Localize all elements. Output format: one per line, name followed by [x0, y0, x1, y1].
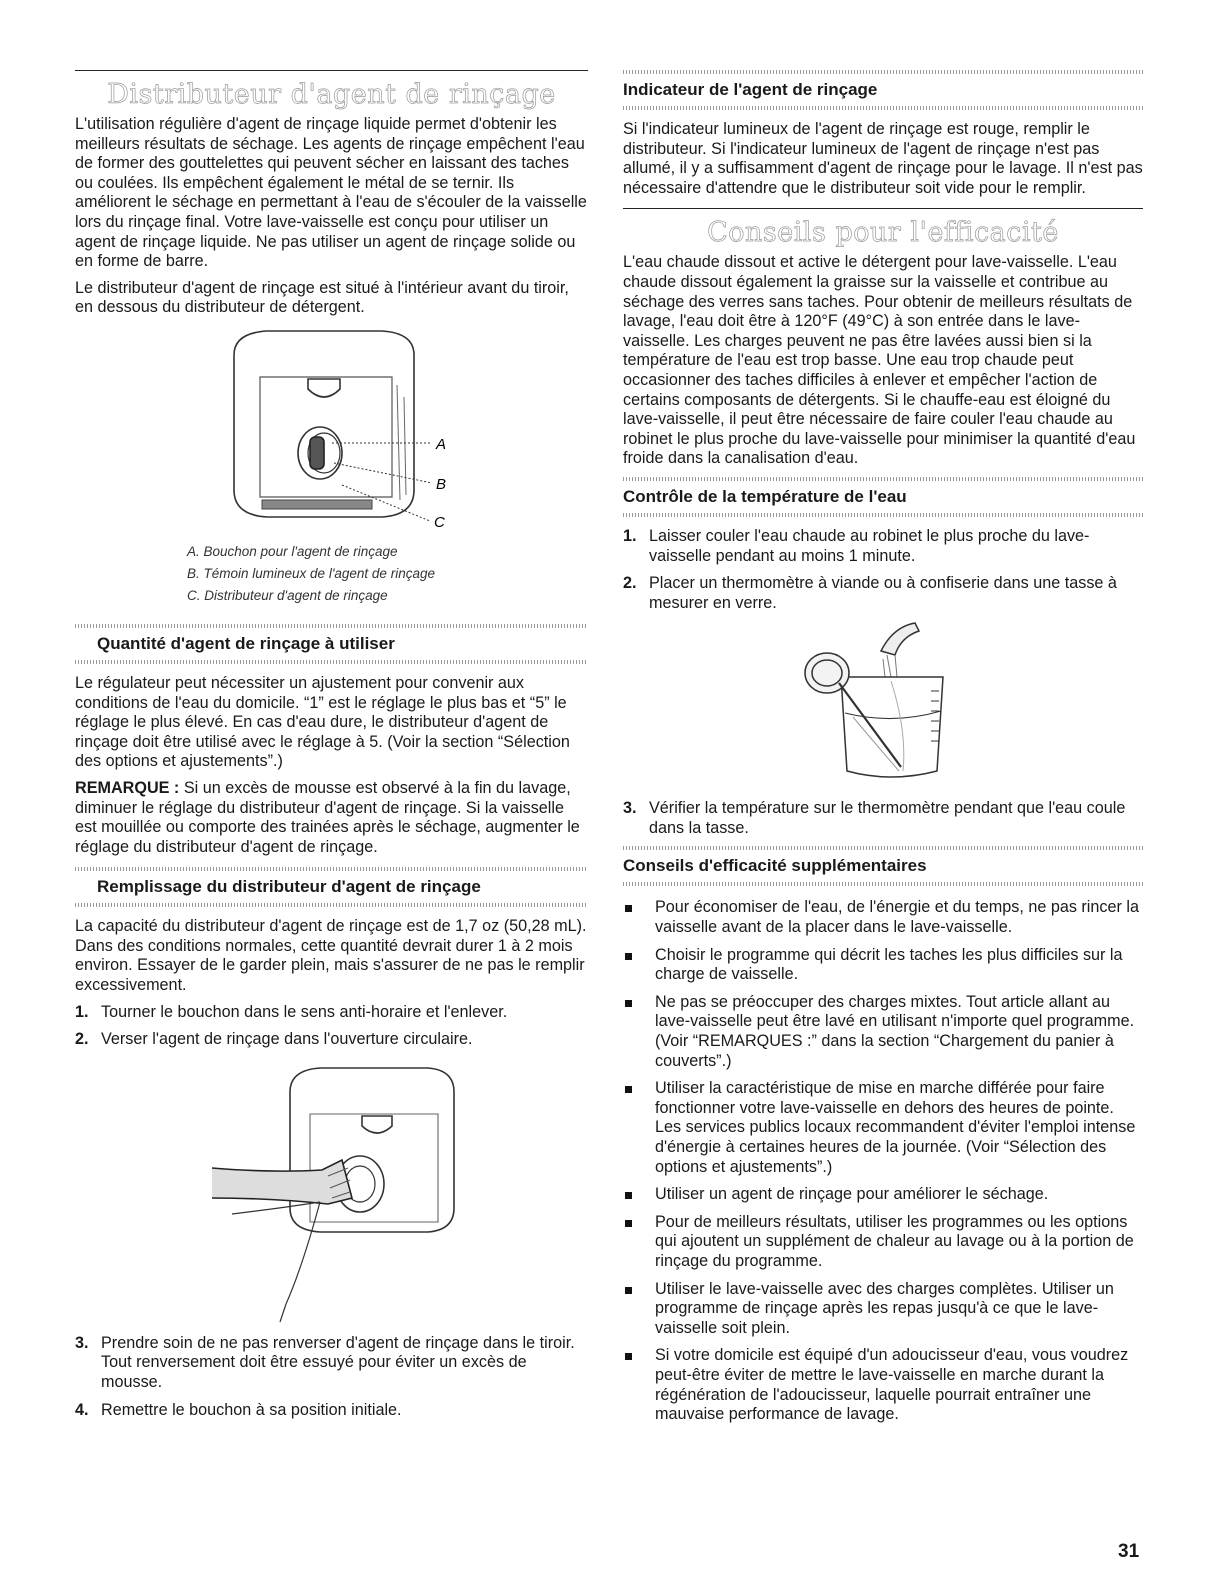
- list-item: [75, 1334, 588, 1393]
- tip-text: Utiliser un agent de rinçage pour améliorer le séchage.: [655, 1185, 1049, 1204]
- step-text: Prendre soin de ne pas renverser d'agent de rinçage dans le tiroir. Tout renversement doit être essuyé pour éviter un excès de mousse.: [101, 1333, 575, 1392]
- rinse-dispenser-diagram: [192, 325, 472, 540]
- step-number: 4.: [75, 1400, 89, 1419]
- step-text: Laisser couler l'eau chaude au robinet le plus proche du lave-vaisselle pendant au moins 1 minute.: [649, 526, 1090, 565]
- subsection-divider: [75, 624, 588, 628]
- subsection-divider: [623, 70, 1143, 74]
- filling-steps-continued: [75, 1334, 588, 1420]
- bullet-icon: [625, 1353, 632, 1360]
- list-item: [623, 898, 1143, 937]
- list-item: [623, 527, 1143, 566]
- step-text: Placer un thermomètre à viande ou à confiserie dans une tasse à mesurer en verre.: [649, 574, 1117, 612]
- step-number: 1.: [623, 526, 637, 545]
- subsection-divider: [75, 660, 588, 664]
- tip-text: Pour de meilleurs résultats, utiliser les programmes ou les options qui ajoutent un supplément de chaleur au lavage ou à la portion de rinçage du programme.: [655, 1212, 1134, 1270]
- callout-a-label: A: [435, 435, 446, 453]
- bullet-icon: [625, 953, 632, 960]
- subsection-divider: [75, 867, 588, 871]
- filling-paragraph: La capacité du distributeur d'agent de rinçage est de 1,7 oz (50,28 mL). Dans des conditions normales, cette quantité devrait durer 1 à 2 mois environ. Essayer de le garder plein, mais s'assurer de ne pas le remplir excessivement.: [75, 917, 587, 995]
- bullet-icon: [625, 905, 632, 912]
- bullet-icon: [625, 1000, 632, 1007]
- efficiency-paragraph: L'eau chaude dissout et active le détergent pour lave-vaisselle. L'eau chaude dissout également la graisse sur la vaisselle et contribue au séchage des verres sans taches. Pour obtenir de meilleurs résultats de lavage, l'eau doit être à 120°F (49°C) à son entrée dans le lave-vaisselle. Les charges peuvent ne pas être lavées aussi bien si la température de l'eau est trop basse. Une eau trop chaude peut occasionner des taches difficiles à enlever et empêcher l'action de certains composants de détergents. Si le chauffe-eau est éloigné du lave-vaisselle, il peut être nécessaire de faire couler l'eau chaude au robinet le plus proche du lave-vaisselle pour minimiser la quantité d'eau froide dans la canalisation d'eau.: [623, 253, 1136, 468]
- tips-list: [623, 898, 1143, 1424]
- section-heading-rinse-dispenser: Distributeur d'agent de rinçage: [107, 79, 556, 110]
- subsection-title-filling: Remplissage du distributeur d'agent de rinçage: [97, 877, 481, 897]
- step-number: 1.: [75, 1002, 89, 1021]
- step-number: 2.: [623, 574, 637, 593]
- temperature-steps-continued: [623, 799, 1143, 838]
- step-text: Verser l'agent de rinçage dans l'ouverture circulaire.: [101, 1030, 473, 1049]
- tip-text: Ne pas se préoccuper des charges mixtes. Tout article allant au lave-vaisselle peut être lavé en utilisant n'importe quel programme. (Voir “REMARQUES :” dans la section “Chargement du panier à couverts”.): [655, 992, 1135, 1070]
- list-item: [623, 946, 1143, 985]
- list-item: [75, 1030, 588, 1050]
- list-item: [75, 1003, 588, 1023]
- subsection-divider: [623, 513, 1143, 517]
- quantity-paragraph: Le régulateur peut nécessiter un ajustement pour convenir aux conditions de l'eau du domicile. “1” est le réglage le plus bas et “5” le réglage le plus élevé. En cas d'eau dure, le distributeur d'agent de rinçage doit être utilisé avec le réglage à 5. (Voir la section “Sélection des options et ajustements”.): [75, 673, 570, 771]
- list-item: [623, 1280, 1143, 1339]
- subsection-divider: [623, 106, 1143, 110]
- figure-caption-b: B. Témoin lumineux de l'agent de rinçage: [187, 565, 435, 581]
- list-item: [623, 1213, 1143, 1272]
- subsection-divider: [623, 882, 1143, 886]
- list-item: [623, 993, 1143, 1071]
- bullet-icon: [625, 1287, 632, 1294]
- filling-steps: [75, 1003, 588, 1050]
- left-column: [75, 70, 588, 1428]
- note-label: REMARQUE :: [75, 778, 180, 797]
- subsection-divider: [75, 903, 588, 907]
- list-item: [623, 1185, 1143, 1205]
- list-item: [75, 1401, 588, 1421]
- step-number: 3.: [75, 1333, 89, 1352]
- section-top-rule: [75, 70, 588, 71]
- list-item: [623, 1079, 1143, 1177]
- subsection-divider: [623, 477, 1143, 481]
- figure-caption-a: A. Bouchon pour l'agent de rinçage: [187, 543, 398, 559]
- section-top-rule: [623, 208, 1143, 209]
- thermometer-cup-diagram: [803, 621, 963, 791]
- list-item: [623, 1346, 1143, 1424]
- note-text: Si un excès de mousse est observé à la fin du lavage, diminuer le réglage du distributeur d'agent de rinçage. Si la vaisselle est mouillée ou comporte des trainées après le séchage, augmenter le réglage du distributeur d'agent de rinçage.: [75, 778, 580, 856]
- indicator-paragraph: Si l'indicateur lumineux de l'agent de rinçage est rouge, remplir le distributeur. Si l'indicateur lumineux de l'agent de rinçage n'est pas allumé, il y a suffisamment d'agent de rinçage pour le lavage. Il n'est pas nécessaire d'attendre que le distributeur soit vide pour le remplir.: [623, 120, 1143, 197]
- step-text: Vérifier la température sur le thermomètre pendant que l'eau coule dans la tasse.: [649, 799, 1126, 837]
- subsection-title-temperature: Contrôle de la température de l'eau: [623, 486, 907, 506]
- tip-text: Choisir le programme qui décrit les taches les plus difficiles sur la charge de vaisselle.: [655, 945, 1123, 984]
- rinse-location-paragraph: Le distributeur d'agent de rinçage est situé à l'intérieur avant du tiroir, en dessous du distributeur de détergent.: [75, 278, 569, 317]
- tip-text: Pour économiser de l'eau, de l'énergie et du temps, ne pas rincer la vaisselle avant de la placer dans le lave-vaisselle.: [655, 898, 1139, 937]
- subsection-divider: [623, 846, 1143, 850]
- subsection-title-tips: Conseils d'efficacité supplémentaires: [623, 856, 927, 876]
- step-text: Remettre le bouchon à sa position initiale.: [101, 1400, 402, 1419]
- tip-text: Utiliser la caractéristique de mise en marche différée pour faire fonctionner votre lave-vaisselle en dehors des heures de pointe. Les services publics locaux recommandent d'éviter l'emploi intense d'énergie à certaines heures de la journée. (Voir “Sélection des options et ajustements”.): [655, 1079, 1136, 1176]
- list-item: [623, 799, 1143, 838]
- step-number: 3.: [623, 799, 637, 818]
- temperature-steps: [623, 527, 1143, 613]
- pouring-rinse-aid-diagram: [202, 1058, 462, 1328]
- callout-c-label: C: [433, 513, 445, 531]
- tip-text: Si votre domicile est équipé d'un adoucisseur d'eau, vous voudrez peut-être éviter de mettre le lave-vaisselle en marche durant la régénération de l'adoucisseur, laquelle pourrait entraîner une mauvaise performance de lavage.: [655, 1346, 1129, 1424]
- page-number: 31: [1118, 1541, 1140, 1562]
- subsection-title-quantity: Quantité d'agent de rinçage à utiliser: [97, 633, 395, 653]
- figure-caption-c: C. Distributeur d'agent de rinçage: [187, 587, 388, 603]
- step-number: 2.: [75, 1030, 89, 1049]
- callout-b-label: B: [435, 475, 446, 493]
- bullet-icon: [625, 1220, 632, 1227]
- list-item: [623, 574, 1143, 613]
- bullet-icon: [625, 1086, 632, 1093]
- step-text: Tourner le bouchon dans le sens anti-horaire et l'enlever.: [101, 1002, 508, 1021]
- rinse-intro-paragraph: L'utilisation régulière d'agent de rinçage liquide permet d'obtenir les meilleurs résultats de séchage. Les agents de rinçage empêchent l'eau de former des gouttelettes qui peuvent sécher en laissant des taches ou coulées. Ils empêchent également le métal de se ternir. Ils améliorent le séchage en permettant à l'eau de s'écouler de la vaisselle lors du rinçage final. Votre lave-vaisselle est conçu pour utiliser un agent de rinçage liquide. Ne pas utiliser un agent de rinçage solide ou en forme de barre.: [75, 115, 587, 271]
- right-column: [623, 70, 1143, 1433]
- section-heading-efficiency: Conseils pour l'efficacité: [707, 217, 1059, 249]
- subsection-title-indicator: Indicateur de l'agent de rinçage: [623, 80, 878, 99]
- tip-text: Utiliser le lave-vaisselle avec des charges complètes. Utiliser un programme de rinçage après les repas jusqu'à ce que le lave-vaisselle soit plein.: [655, 1279, 1114, 1337]
- quantity-note: [75, 779, 588, 857]
- bullet-icon: [625, 1192, 632, 1199]
